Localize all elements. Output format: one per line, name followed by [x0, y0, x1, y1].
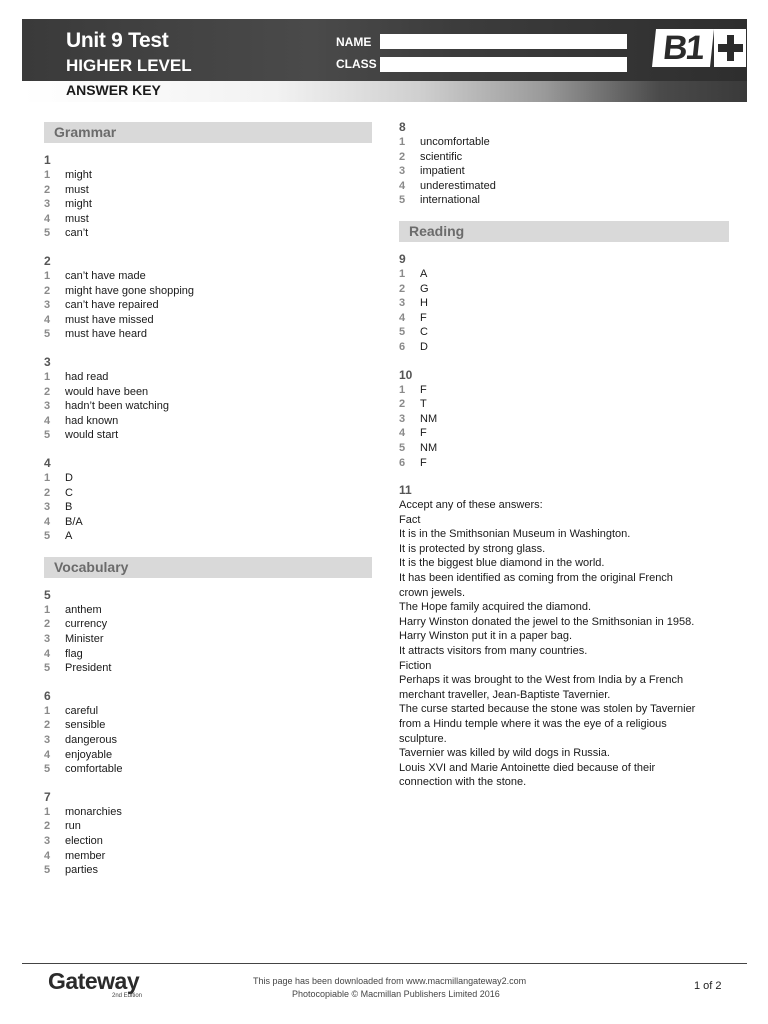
level-badge-text: B1: [652, 29, 714, 67]
answer-item: 3 might: [44, 198, 92, 211]
answer-item: 2 sensible: [44, 719, 106, 732]
answer-item: 5 comfortable: [44, 763, 123, 776]
fiction-heading: Fiction: [399, 659, 432, 672]
right-column: [399, 120, 729, 803]
answer-item: 5 NM: [399, 441, 438, 454]
answer-item: 2 run: [44, 820, 81, 833]
fiction-line: The curse started because the stone was stolen by Tavernier: [399, 703, 696, 716]
answer-item: 6 F: [399, 456, 427, 469]
fiction-line: Louis XVI and Marie Antoinette died because of their: [399, 761, 656, 774]
test-title: Unit 9 Test: [66, 29, 169, 52]
question-8: [399, 120, 729, 208]
answer-item: 5 international: [399, 194, 480, 207]
answer-item: 4 flag: [44, 647, 83, 660]
answer-item: 1 monarchies: [44, 805, 122, 818]
answer-item: 5 must have heard: [44, 328, 147, 341]
answer-item: 3 B: [44, 501, 73, 514]
answer-item: 4 member: [44, 849, 106, 862]
question-9: [399, 252, 729, 355]
question-3: [44, 355, 372, 443]
question-2: [44, 254, 372, 342]
answer-key-label: ANSWER KEY: [66, 82, 161, 98]
question-number: 9: [399, 251, 406, 266]
fiction-line: sculpture.: [399, 732, 447, 745]
answer-item: 2 must: [44, 183, 89, 196]
answer-item: 4 F: [399, 427, 427, 440]
plus-icon: [714, 29, 746, 67]
fact-heading: Fact: [399, 513, 421, 526]
fiction-line: connection with the stone.: [399, 776, 527, 789]
answer-item: 5 can’t: [44, 227, 89, 240]
answer-item: 1 careful: [44, 704, 99, 717]
fact-line: crown jewels.: [399, 586, 466, 599]
q11-intro: Accept any of these answers:: [399, 499, 543, 512]
answer-item: 3 impatient: [399, 165, 465, 178]
class-label: CLASS: [336, 57, 377, 71]
name-label: NAME: [336, 35, 372, 49]
answer-item: 1 D: [44, 471, 73, 484]
answer-item: 2 G: [399, 282, 429, 295]
question-number: 11: [399, 483, 412, 498]
answer-item: 2 scientific: [399, 150, 463, 163]
answer-item: 4 underestimated: [399, 179, 496, 192]
question-11: [399, 483, 729, 790]
answer-item: 3 NM: [399, 412, 438, 425]
left-column: [44, 120, 372, 891]
answer-item: 2 would have been: [44, 385, 149, 398]
name-field[interactable]: [380, 34, 627, 49]
question-number: 7: [44, 789, 51, 804]
answer-item: 2 might have gone shopping: [44, 284, 195, 297]
fact-line: The Hope family acquired the diamond.: [399, 601, 591, 614]
answer-item: 1 can’t have made: [44, 269, 146, 282]
question-number: 4: [44, 455, 51, 470]
question-10: [399, 368, 729, 471]
test-level: HIGHER LEVEL: [66, 56, 192, 75]
fact-line: Harry Winston put it in a paper bag.: [399, 630, 573, 643]
question-5: [44, 588, 372, 676]
answer-item: 4 must: [44, 212, 89, 225]
question-number: 8: [399, 120, 406, 134]
answer-item: 3 election: [44, 835, 103, 847]
question-number: 10: [399, 367, 413, 382]
answer-item: 5 parties: [44, 864, 99, 877]
fiction-line: Perhaps it was brought to the West from India by a French: [399, 674, 684, 687]
answer-item: 1 A: [399, 267, 428, 280]
answer-item: 3 Minister: [44, 633, 104, 646]
fiction-line: from a Hindu temple where it was the eye of a religious: [399, 718, 667, 730]
page-header: [22, 19, 747, 102]
question-1: [44, 153, 372, 241]
answer-item: 4 must have missed: [44, 313, 154, 326]
answer-item: 1 had read: [44, 370, 109, 383]
answer-item: 1 uncomfortable: [399, 136, 490, 148]
question-number: 3: [44, 354, 51, 369]
answer-item: 4 enjoyable: [44, 748, 113, 761]
fiction-line: Tavernier was killed by wild dogs in Russia.: [399, 747, 610, 760]
class-field[interactable]: [380, 57, 627, 72]
page-number: 1 of 2: [694, 980, 722, 992]
level-badge: [654, 29, 746, 67]
question-number: 6: [44, 688, 51, 703]
answer-item: 4 F: [399, 311, 427, 324]
gateway-logo: Gateway: [48, 968, 140, 994]
answer-item: 3 hadn’t been watching: [44, 400, 169, 413]
section-vocabulary: Vocabulary: [44, 557, 372, 578]
section-grammar: Grammar: [44, 122, 372, 143]
question-number: 1: [44, 153, 51, 167]
edition-label: 2nd Edition: [112, 993, 143, 999]
copyright-notice: Photocopiable © Macmillan Publishers Limited 2016: [292, 989, 500, 999]
fiction-line: merchant traveller, Jean-Baptiste Tavernier.: [399, 688, 611, 701]
section-reading: Reading: [399, 221, 729, 242]
fact-line: It is protected by strong glass.: [399, 542, 546, 555]
question-7: [44, 790, 372, 878]
answer-item: 6 D: [399, 340, 428, 353]
answer-item: 5 C: [399, 326, 428, 339]
question-4: [44, 456, 372, 544]
answer-item: 3 dangerous: [44, 734, 117, 747]
answer-item: 5 would start: [44, 429, 119, 442]
fact-line: It is the biggest blue diamond in the world.: [399, 557, 605, 570]
answer-item: 3 can’t have repaired: [44, 299, 159, 312]
fact-line: It attracts visitors from many countries.: [399, 645, 588, 658]
answer-item: 2 T: [399, 398, 427, 411]
answer-item: 1 might: [44, 169, 92, 181]
answer-item: 2 C: [44, 486, 73, 499]
question-6: [44, 689, 372, 777]
answer-item: 5 A: [44, 530, 73, 543]
fact-line: It is in the Smithsonian Museum in Washington.: [399, 528, 631, 541]
answer-item: 1 anthem: [44, 603, 102, 616]
answer-item: 4 had known: [44, 414, 119, 427]
answer-item: 4 B/A: [44, 515, 83, 528]
footer-divider: [22, 963, 747, 964]
download-notice: This page has been downloaded from www.macmillangateway2.com: [253, 976, 527, 986]
answer-item: 1 F: [399, 383, 427, 396]
fact-line: It has been identified as coming from the original French: [399, 572, 673, 585]
answer-item: 5 President: [44, 662, 112, 675]
question-number: 5: [44, 587, 51, 602]
answer-item: 2 currency: [44, 618, 108, 631]
answer-item: 3 H: [399, 297, 428, 310]
fact-line: Harry Winston donated the jewel to the Smithsonian in 1958.: [399, 615, 695, 628]
question-number: 2: [44, 253, 51, 268]
